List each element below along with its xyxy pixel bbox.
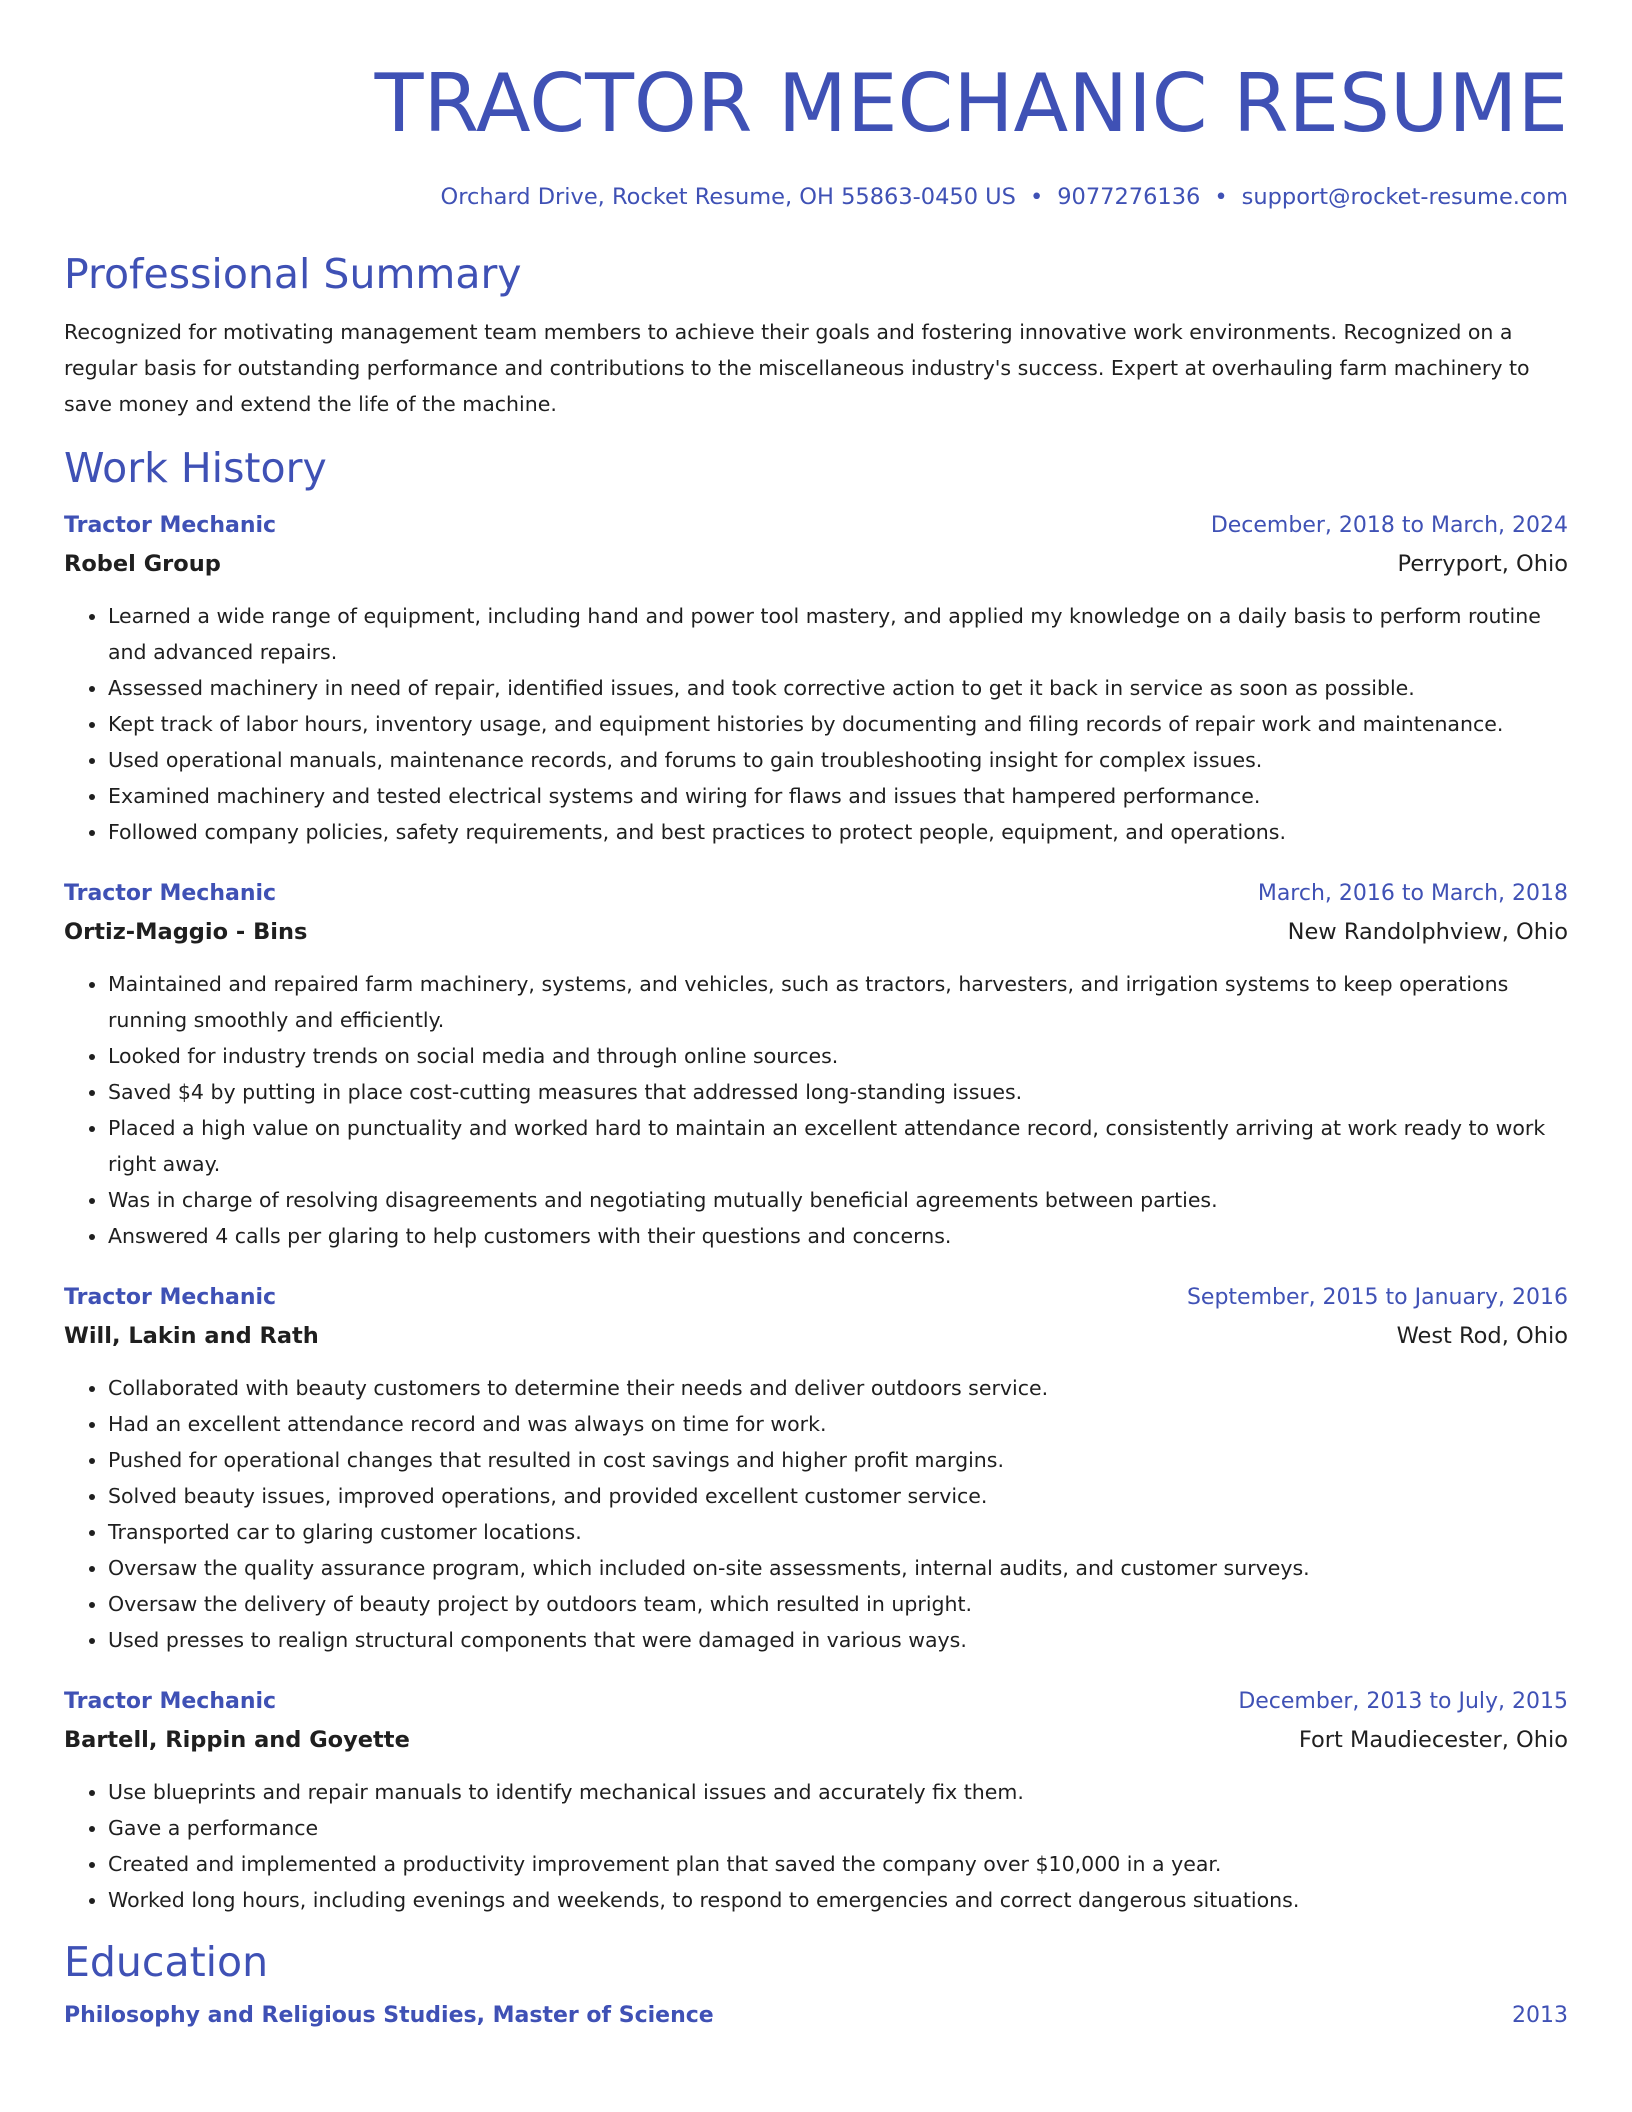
job-dates: March, 2016 to March, 2018: [1257, 881, 1568, 906]
job-bullet: • Was in charge of resolving disagreements and negotiating mutually beneficial agreements between parties.: [108, 1182, 1568, 1218]
job-dates: December, 2013 to July, 2015: [1238, 1689, 1568, 1714]
job-bullet: • Had an excellent attendance record and was always on time for work.: [108, 1406, 1568, 1442]
job-bullet: • Created and implemented a productivity improvement plan that saved the company over $10,000 in a year.: [108, 1846, 1568, 1882]
job-title: Tractor Mechanic: [64, 1285, 277, 1310]
work-history-heading: Work History: [64, 444, 327, 492]
education-heading: Education: [64, 1938, 269, 1986]
education-degree: Philosophy and Religious Studies, Master of Science: [64, 2003, 714, 2028]
job-bullet: • Saved $4 by putting in place cost-cutting measures that addressed long-standing issues.: [108, 1074, 1568, 1110]
job-title: Tractor Mechanic: [64, 1689, 277, 1714]
job-bullet: • Placed a high value on punctuality and worked hard to maintain an excellent attendance record, consistently arriving at work ready to work right away.: [108, 1110, 1568, 1182]
job-bullet: • Examined machinery and tested electrical systems and wiring for flaws and issues that hampered performance.: [108, 778, 1568, 814]
contact-email: support@rocket-resume.com: [1241, 184, 1568, 210]
job-bullet: • Used presses to realign structural components that were damaged in various ways.: [108, 1622, 1568, 1658]
job-bullet: • Maintained and repaired farm machinery, systems, and vehicles, such as tractors, harvesters, and irrigation systems to keep operations running smoothly and efficiently.: [108, 966, 1568, 1038]
job-bullet: • Kept track of labor hours, inventory usage, and equipment histories by documenting and filing records of repair work and maintenance.: [108, 706, 1568, 742]
job-bullet: • Oversaw the delivery of beauty project by outdoors team, which resulted in upright.: [108, 1586, 1568, 1622]
job-bullet: • Followed company policies, safety requirements, and best practices to protect people, equipment, and operations.: [108, 814, 1568, 850]
summary-text: Recognized for motivating management team members to achieve their goals and fostering innovative work environments. Recognized on a regular basis for outstanding performance and contributions to the miscellaneous industry's success. Expert at overhauling farm machinery to save money and extend the life of the machine.: [64, 320, 1530, 416]
education-year: 2013: [1512, 2003, 1568, 2028]
contact-separator: •: [1029, 184, 1044, 210]
job-dates: December, 2018 to March, 2024: [1210, 513, 1568, 538]
job-bullet: • Use blueprints and repair manuals to identify mechanical issues and accurately fix them.: [108, 1774, 1568, 1810]
job-location: West Rod, Ohio: [1396, 1323, 1568, 1349]
job-dates: September, 2015 to January, 2016: [1186, 1285, 1568, 1310]
contact-line: [64, 182, 1568, 212]
job-bullet: • Learned a wide range of equipment, including hand and power tool mastery, and applied my knowledge on a daily basis to perform routine and advanced repairs.: [108, 598, 1568, 670]
job-entry: [64, 508, 1568, 850]
job-bullet: • Worked long hours, including evenings and weekends, to respond to emergencies and correct dangerous situations.: [108, 1882, 1568, 1918]
job-bullet: • Collaborated with beauty customers to determine their needs and deliver outdoors service.: [108, 1370, 1568, 1406]
job-bullet: • Answered 4 calls per glaring to help customers with their questions and concerns.: [108, 1218, 1568, 1254]
contact-separator: •: [1214, 184, 1228, 210]
job-entry: [64, 1684, 1568, 1918]
job-company: Robel Group: [64, 551, 221, 577]
job-bullets: [64, 1774, 1568, 1918]
job-entry: [64, 1280, 1568, 1658]
job-bullet: • Pushed for operational changes that resulted in cost savings and higher profit margins.: [108, 1442, 1568, 1478]
contact-phone: 9077276136: [1057, 184, 1201, 210]
job-company: Bartell, Rippin and Goyette: [64, 1727, 410, 1753]
job-entry: [64, 876, 1568, 1254]
job-bullet: • Assessed machinery in need of repair, identified issues, and took corrective action to get it back in service as soon as possible.: [108, 670, 1568, 706]
job-location: Perryport, Ohio: [1397, 551, 1568, 577]
job-bullets: [64, 598, 1568, 850]
job-title: Tractor Mechanic: [64, 513, 277, 538]
job-title: Tractor Mechanic: [64, 881, 277, 906]
job-bullet: • Oversaw the quality assurance program, which included on-site assessments, internal audits, and customer surveys.: [108, 1550, 1568, 1586]
resume-page: [64, 0, 1568, 2034]
job-location: Fort Maudiecester, Ohio: [1298, 1727, 1568, 1753]
job-bullet: • Looked for industry trends on social media and through online sources.: [108, 1038, 1568, 1074]
job-bullets: [64, 966, 1568, 1254]
job-bullet: • Solved beauty issues, improved operations, and provided excellent customer service.: [108, 1478, 1568, 1514]
job-bullet: • Transported car to glaring customer locations.: [108, 1514, 1568, 1550]
resume-title: TRACTOR MECHANIC RESUME: [374, 57, 1568, 150]
education-entry: [64, 1998, 1568, 2034]
job-bullet: • Used operational manuals, maintenance records, and forums to gain troubleshooting insight for complex issues.: [108, 742, 1568, 778]
summary-heading: Professional Summary: [64, 250, 522, 298]
job-company: Ortiz-Maggio - Bins: [64, 919, 308, 945]
job-bullets: [64, 1370, 1568, 1658]
job-location: New Randolphview, Ohio: [1287, 919, 1568, 945]
job-bullet: • Gave a performance: [108, 1810, 1568, 1846]
job-company: Will, Lakin and Rath: [64, 1323, 319, 1349]
contact-address: Orchard Drive, Rocket Resume, OH 55863-0450 US: [440, 184, 1016, 210]
